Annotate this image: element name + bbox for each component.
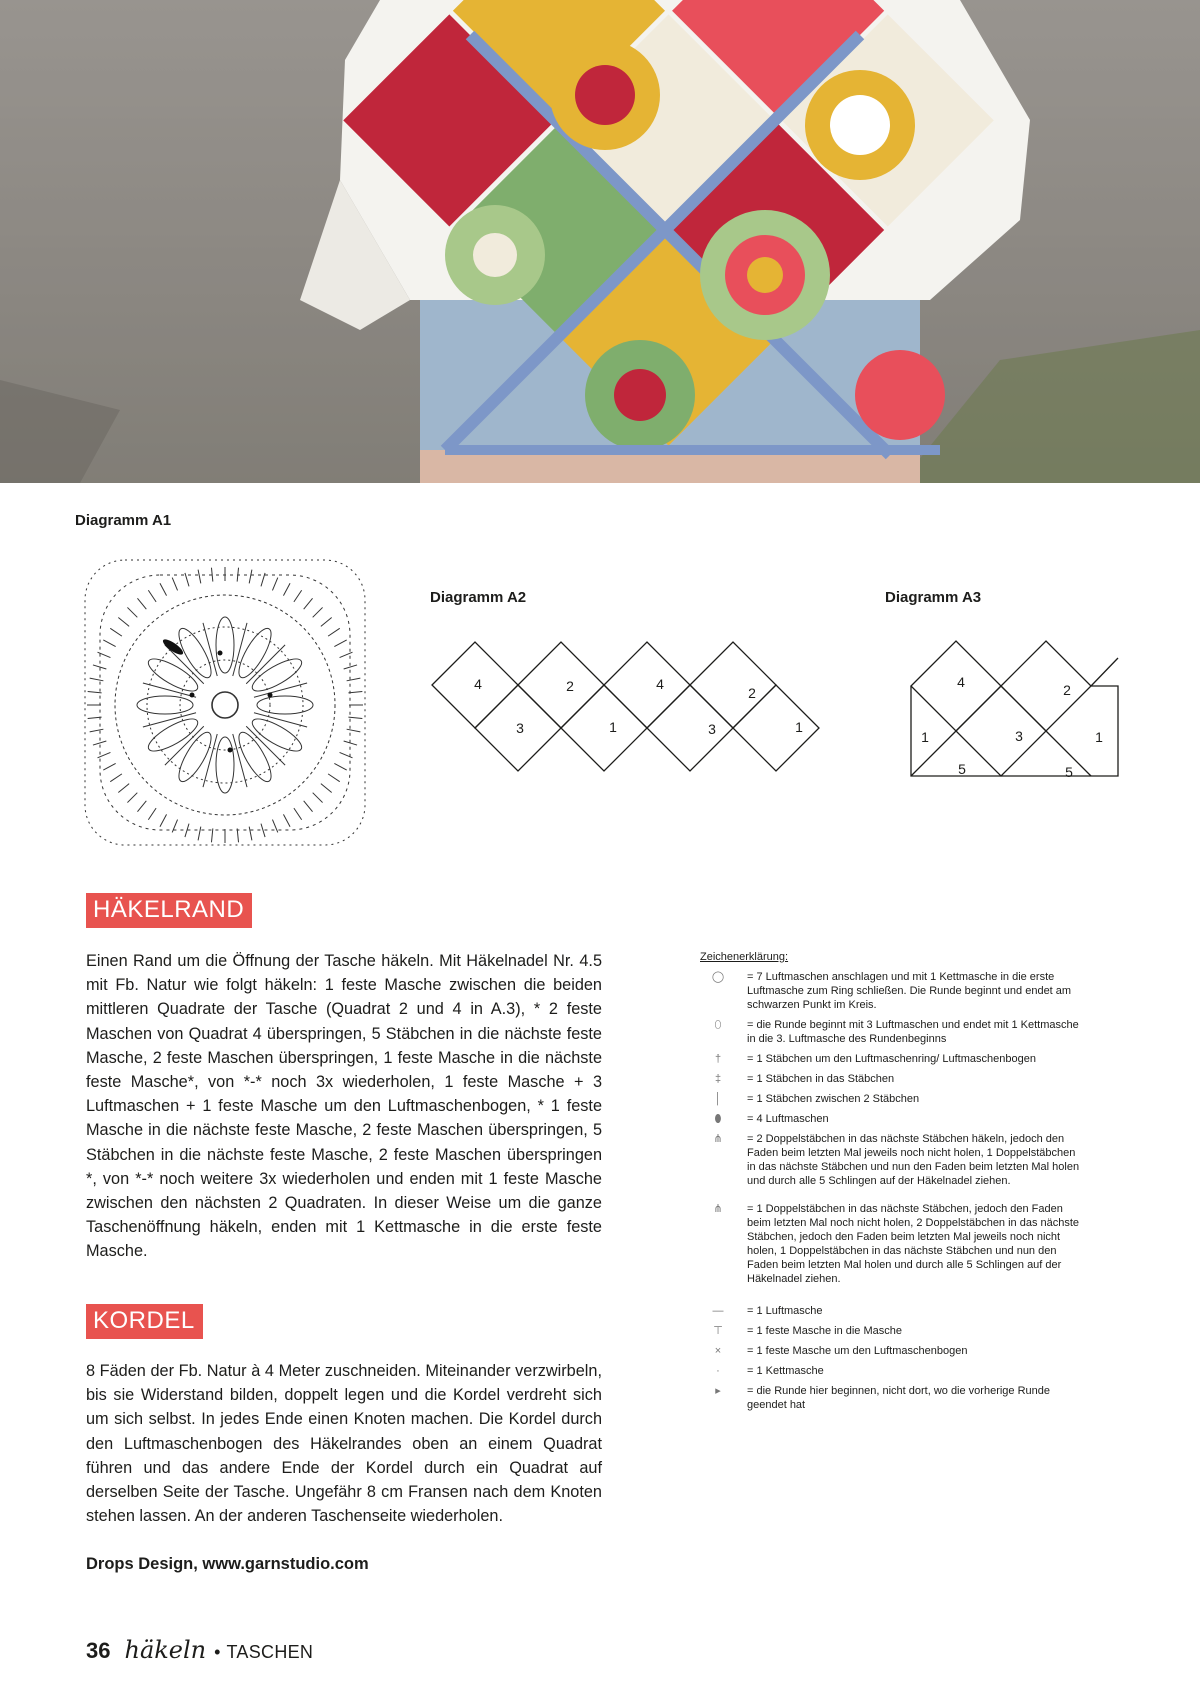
slst-icon: · <box>716 1365 720 1377</box>
separator: • <box>214 1642 221 1662</box>
diagram-a3 <box>906 636 1121 796</box>
legend-item-text: = 1 Stäbchen um den Luftmaschenring/ Luftmaschenbogen <box>747 1053 1036 1065</box>
a2-label: 2 <box>566 678 574 694</box>
legend-item <box>700 970 1080 1012</box>
a3-label: 4 <box>957 674 965 690</box>
legend-item-text: = 1 feste Masche um den Luftmaschenbogen <box>747 1345 968 1357</box>
diagram-a3-title: Diagramm A3 <box>885 589 982 606</box>
a2-label: 1 <box>795 719 803 735</box>
legend-item <box>700 1304 1080 1318</box>
page-number: 36 <box>86 1638 111 1663</box>
a3-label: 1 <box>1095 729 1103 745</box>
a2-label: 4 <box>474 676 482 692</box>
a3-label: 5 <box>958 761 966 777</box>
a2-label: 2 <box>748 685 756 701</box>
tr-cluster-icon: ⋔ <box>713 1203 723 1215</box>
legend-item-text: = 1 Doppelstäbchen in das nächste Stäbchen, jedoch den Faden beim letzten Mal noch nicht holen, 2 Doppelstäbchen in das nächste Stäbchen, jedoch den Faden beim letzten Mal jeweils noch nicht holen, 1 Doppelstäbchen in das nächste Stäbchen und nun den Faden beim letzten Mal holen und durch alle 5 Schlingen auf der Häkelnadel ziehen. <box>747 1203 1080 1285</box>
kordel-text: 8 Fäden der Fb. Natur à 4 Meter zuschneiden. Miteinander verzwirbeln, bis sie Widerstand bilden, doppelt legen und die Kordel verdreht sich um sich selbst. In jedes Ende einen Knoten machen. Die Kordel durch den Luftmaschenbogen des Häkelrandes oben an einem Quadrat führen und das andere Ende der Kordel durch ein Quadrat auf derselben Seite der Tasche. Ungefähr 8 cm Fransen nach dem Knoten stehen lassen. An der anderen Taschenseite wiederholen. <box>86 1362 602 1526</box>
legend-item <box>700 1112 1080 1126</box>
legend-item <box>700 1018 1080 1046</box>
credit: Drops Design, www.garnstudio.com <box>86 1555 369 1573</box>
legend-item-text: = 1 Luftmasche <box>747 1305 823 1317</box>
legend-title: Zeichenerklärung: <box>700 951 789 963</box>
legend-item-text: = 1 feste Masche in die Masche <box>747 1325 902 1337</box>
legend-item-text: = 7 Luftmaschen anschlagen und mit 1 Kettmasche in die erste Luftmasche zum Ring schließen. Die Runde beginnt und endet am schwarzen Punkt im Kreis. <box>747 971 1072 1011</box>
a2-label: 3 <box>516 720 524 736</box>
ring-icon: ◯ <box>711 971 725 983</box>
diagram-a1-title: Diagramm A1 <box>75 512 172 529</box>
legend-item-text: = die Runde beginnt mit 3 Luftmaschen und endet mit 1 Kettmasche in die 3. Luftmasche des Rundenbeginns <box>747 1019 1079 1045</box>
bag-photo <box>0 0 1200 483</box>
footer <box>86 1636 313 1664</box>
chain-icon: — <box>712 1305 724 1317</box>
diagram-a2-title: Diagramm A2 <box>430 589 527 606</box>
legend-item <box>700 1092 1080 1106</box>
legend-item <box>700 1052 1080 1066</box>
a2-label: 1 <box>609 719 617 735</box>
legend-item-text: = 1 Kettmasche <box>747 1365 824 1377</box>
haekelrand-text: Einen Rand um die Öffnung der Tasche häkeln. Mit Häkelnadel Nr. 4.5 mit Fb. Natur wie folgt häkeln: 1 feste Masche zwischen die beiden mittleren Quadrate der Tasche (Quadrat 2 und 4 in A.3), * 2 feste Maschen von Quadrat 4 überspringen, 5 Stäbchen in die nächste feste Masche, 2 feste Maschen überspringen, 1 feste Masche in die nächste feste Masche*, von *-* noch 3x wiederholen, 1 feste Masche + 3 Luftmaschen + 1 feste Masche um den Luftmaschenbogen, * 1 feste Masche in die nächste feste Masche, 2 feste Maschen überspringen, 5 Stäbchen in die nächste feste Masche, 2 feste Maschen überspringen *, von *-* noch weitere 3x wiederholen und enden mit 1 feste Masche zwischen den nächsten 2 Quadraten. In dieser Weise um die ganze Taschenöffnung häkeln, enden mit 1 Kettmasche in die erste feste Masche. <box>86 952 602 1261</box>
oval-icon: ⬯ <box>714 1019 722 1031</box>
a3-label: 3 <box>1015 728 1023 744</box>
legend-item <box>700 1384 1080 1412</box>
legend-item <box>700 1132 1080 1188</box>
dc-dot-icon: ‡ <box>714 1073 722 1085</box>
chain4-icon: ⬮ <box>714 1113 722 1125</box>
tr2-icon: ⋔ <box>713 1133 723 1145</box>
sc-around-icon: × <box>714 1345 722 1357</box>
legend-item-text: = 1 Stäbchen zwischen 2 Stäbchen <box>747 1093 920 1105</box>
dc-icon: † <box>714 1053 722 1065</box>
sc-icon: ⊤ <box>713 1325 723 1337</box>
legend-item <box>700 1324 1080 1338</box>
legend-item <box>700 1202 1080 1286</box>
legend-item-text: = 2 Doppelstäbchen in das nächste Stäbchen häkeln, jedoch den Faden beim letzten Mal jeweils noch nicht holen, 1 Doppelstäbchen in das nächste Stäbchen und nun den Faden beim letzten Mal holen und durch alle 5 Schlingen auf der Häkelnadel ziehen. <box>747 1133 1080 1187</box>
legend-item <box>700 1364 1080 1378</box>
legend-item-text: = die Runde hier beginnen, nicht dort, wo die vorherige Runde geendet hat <box>747 1385 1051 1411</box>
a3-label: 1 <box>921 729 929 745</box>
a3-label: 2 <box>1063 682 1071 698</box>
legend-item <box>700 1072 1080 1086</box>
kordel-heading: KORDEL <box>86 1304 203 1339</box>
diagram-a1-chart <box>70 545 380 855</box>
a2-label: 4 <box>656 676 664 692</box>
diagram-a2 <box>430 640 850 785</box>
haekelrand-heading: HÄKELRAND <box>86 893 252 928</box>
legend-item <box>700 1344 1080 1358</box>
brand-logo: häkeln <box>124 1636 207 1664</box>
start-icon: ▸ <box>715 1385 721 1397</box>
legend-item-text: = 4 Luftmaschen <box>747 1113 829 1125</box>
a3-label: 5 <box>1065 764 1073 780</box>
dc-between-icon: │ <box>714 1093 722 1105</box>
legend <box>700 950 1080 1418</box>
a2-label: 3 <box>708 721 716 737</box>
section-name: TASCHEN <box>226 1642 314 1662</box>
legend-item-text: = 1 Stäbchen in das Stäbchen <box>747 1073 895 1085</box>
